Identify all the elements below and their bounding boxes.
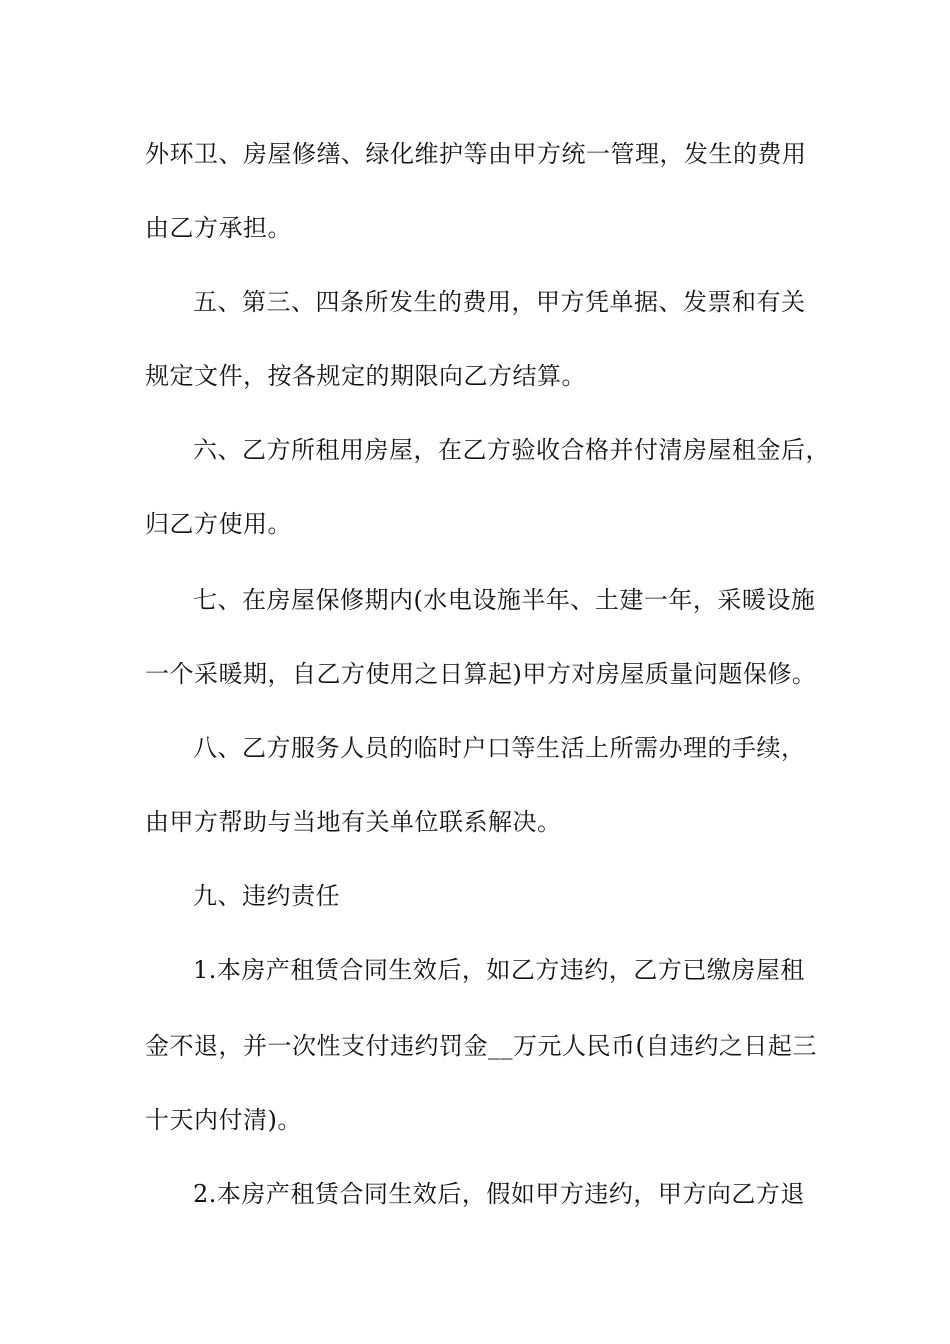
text-line: 外环卫、房屋修缮、绿化维护等由甲方统一管理，发生的费用 [145, 140, 807, 168]
text-line: 1.本房产租赁合同生效后，如乙方违约，乙方已缴房屋租 [193, 956, 805, 984]
text-line: 2.本房产租赁合同生效后，假如甲方违约，甲方向乙方退 [193, 1180, 805, 1208]
section-heading: 九、违约责任 [193, 882, 340, 910]
text-line: 规定文件，按各规定的期限向乙方结算。 [145, 362, 586, 390]
text-line: 八、乙方服务人员的临时户口等生活上所需办理的手续， [193, 734, 806, 762]
text-line: 归乙方使用。 [145, 510, 292, 538]
text-line: 十天内付清)。 [145, 1106, 302, 1134]
text-line: 由甲方帮助与当地有关单位联系解决。 [145, 808, 562, 836]
text-line: 七、在房屋保修期内(水电设施半年、土建一年，采暖设施 [193, 586, 816, 614]
text-line: 六、乙方所租用房屋，在乙方验收合格并付清房屋租金后， [193, 436, 830, 464]
text-line: 一个采暖期，自乙方使用之日算起)甲方对房屋质量问题保修。 [145, 660, 817, 688]
text-line: 金不退，并一次性支付违约罚金__万元人民币(自违约之日起三 [145, 1032, 817, 1060]
text-line: 五、第三、四条所发生的费用，甲方凭单据、发票和有关 [193, 288, 806, 316]
text-line: 由乙方承担。 [145, 214, 292, 242]
